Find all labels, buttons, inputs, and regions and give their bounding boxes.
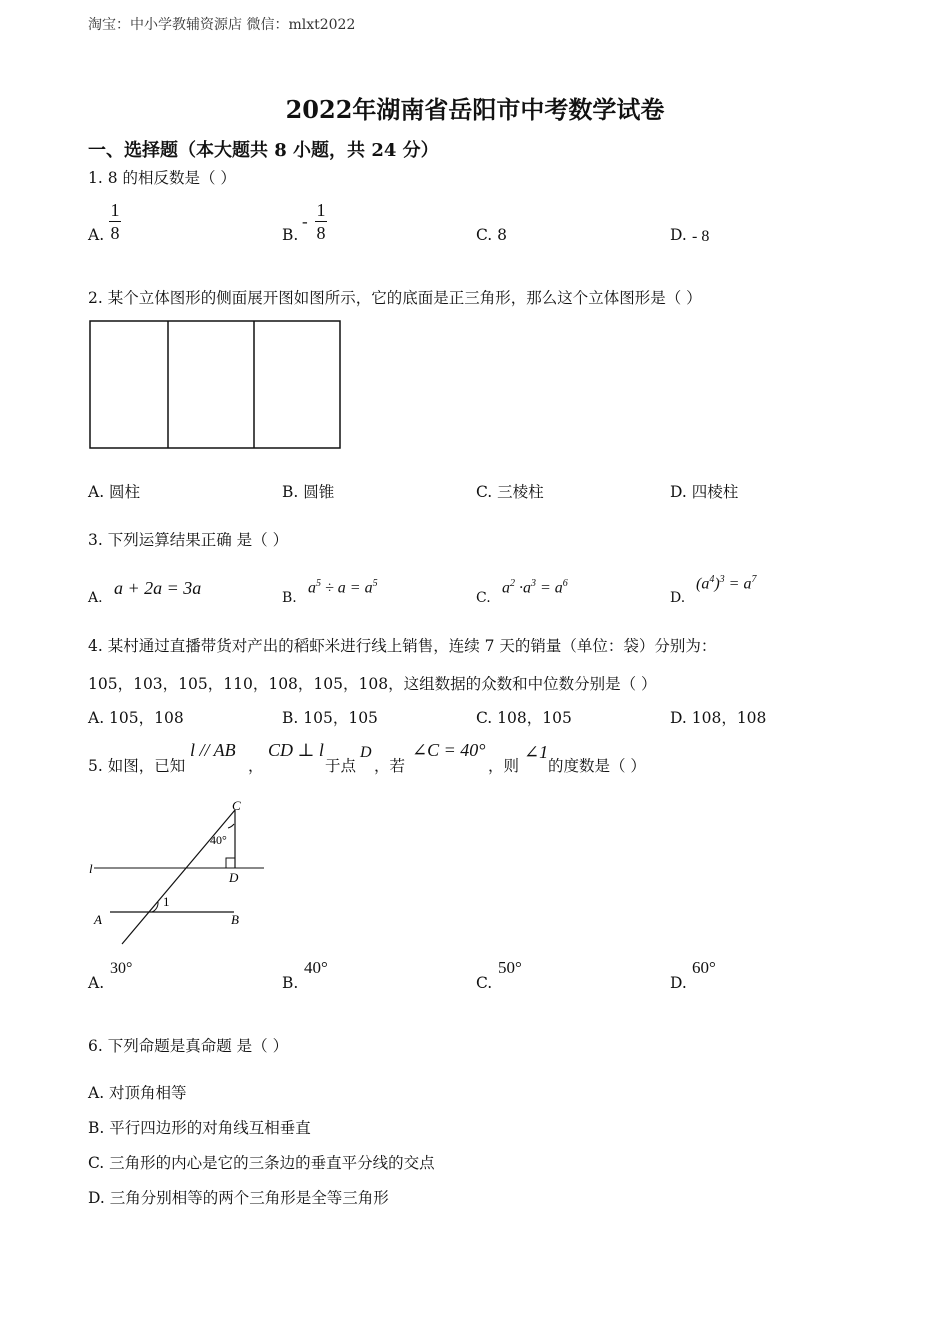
q5-math-point-d: D (360, 744, 372, 761)
q3-option-b-label: B. (282, 590, 297, 606)
q1-option-a-fraction: 1 8 (110, 200, 120, 243)
q1-stem: 1. 8 的相反数是（ ） (88, 169, 236, 187)
q5-stem-part1: 5. 如图，已知 (88, 757, 186, 775)
q5-stem-part4: ，若 (374, 757, 406, 775)
q5-math-perpendicular: CD ⊥ l (268, 740, 324, 760)
q4-option-a: A. 105，108 (88, 709, 184, 727)
q3-option-c-expr: $a^2 \cdot a^3 = a^6$ (502, 578, 568, 597)
label-b: B (231, 912, 239, 927)
q4-option-b: B. 105，105 (282, 709, 378, 727)
q3-option-d-label: D. (670, 590, 686, 606)
q5-option-c-value: 50° (498, 958, 522, 977)
label-1: 1 (163, 894, 170, 909)
q3-option-d-expr: $(a^4)^3 = a^7$ (696, 574, 757, 593)
q3-stem: 3. 下列运算结果正确 是（ ） (88, 531, 289, 549)
q6-stem: 6. 下列命题是真命题 是（ ） (88, 1037, 289, 1055)
q1-option-b-label: B. (282, 226, 299, 244)
q5-math-angle-c: ∠C = 40° (412, 740, 486, 760)
q5-math-parallel: l // AB (190, 740, 236, 760)
right-angle-mark (226, 858, 235, 868)
q1-option-b-sign: - (302, 212, 308, 231)
label-l: l (89, 861, 93, 876)
q1-option-d-value: - 8 (692, 228, 710, 245)
angle-c-arc (228, 824, 234, 828)
q5-option-b-label: B. (282, 974, 299, 992)
q4-stem-line1: 4. 某村通过直播带货对产出的稻虾米进行线上销售，连续 7 天的销量（单位：袋）分别为： (88, 637, 717, 655)
q5-option-d-label: D. (670, 974, 687, 992)
q3-option-b-expr: $a^5 \div a = a^5$ (308, 578, 378, 597)
q1-option-c: C. 8 (476, 226, 508, 244)
q6-option-a: A. 对顶角相等 (88, 1084, 187, 1102)
net-outline (90, 321, 340, 448)
q6-option-b: B. 平行四边形的对角线互相垂直 (88, 1119, 311, 1137)
q5-stem-part3: 于点 (325, 757, 357, 775)
q5-stem-part2: ， (248, 757, 264, 775)
section-heading: 一、选择题（本大题共 8 小题，共 24 分） (88, 140, 439, 161)
q1-option-d-label: D. (670, 226, 687, 244)
q3-option-a-label: A. (88, 590, 103, 606)
q5-option-a-label: A. (88, 974, 105, 992)
q5-option-a-value: 30° (110, 960, 133, 977)
q5-math-angle-1: ∠1 (524, 742, 549, 762)
page-title: 2022年湖南省岳阳市中考数学试卷 (285, 95, 665, 124)
q1-option-b-fraction: 1 8 (316, 200, 326, 243)
q2-option-d: D. 四棱柱 (670, 483, 739, 501)
q1-option-a-label: A. (88, 226, 105, 244)
q5-option-d-value: 60° (692, 958, 716, 977)
q6-option-d: D. 三角分别相等的两个三角形是全等三角形 (88, 1189, 389, 1207)
label-a: A (94, 912, 102, 927)
label-40: 40° (210, 833, 227, 847)
q3-option-c-label: C. (476, 590, 491, 606)
q5-stem-part6: 的度数是（ ） (548, 757, 646, 775)
q3-option-a-expr: a + 2a = 3a (114, 578, 202, 598)
page-header: 淘宝：中小学教辅资源店 微信：mlxt2022 (88, 17, 356, 33)
transversal-line (122, 810, 235, 944)
q5-geometry-figure (86, 796, 276, 948)
q2-stem: 2. 某个立体图形的侧面展开图如图所示，它的底面是正三角形，那么这个立体图形是（ ） (88, 289, 702, 307)
q2-net-figure (88, 318, 344, 452)
q4-option-d: D. 108，108 (670, 709, 767, 727)
q2-option-c: C. 三棱柱 (476, 483, 544, 501)
q5-option-c-label: C. (476, 974, 493, 992)
q5-stem-part5: ，则 (488, 757, 520, 775)
q2-option-b: B. 圆锥 (282, 483, 335, 501)
q4-stem-line2: 105，103，105，110，108，105，108，这组数据的众数和中位数分别是（ ） (88, 675, 657, 693)
label-c: C (232, 798, 241, 813)
label-d: D (229, 870, 239, 885)
q5-option-b-value: 40° (304, 958, 328, 977)
q2-option-a: A. 圆柱 (88, 483, 141, 501)
q4-option-c: C. 108，105 (476, 709, 572, 727)
q6-option-c: C. 三角形的内心是它的三条边的垂直平分线的交点 (88, 1154, 435, 1172)
